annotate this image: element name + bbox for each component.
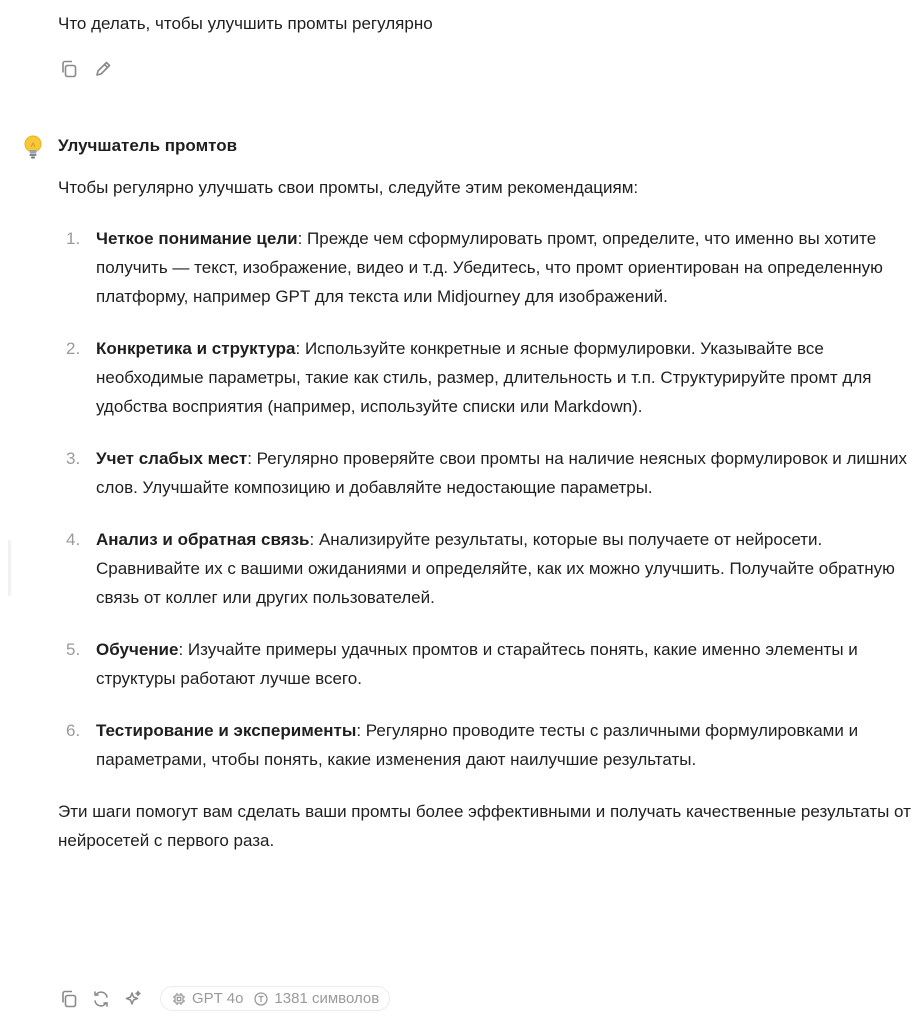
list-item: [58, 444, 914, 502]
list-item: [58, 224, 914, 311]
list-item-number: 6.: [66, 721, 81, 740]
bot-answer: [58, 173, 914, 855]
pencil-icon[interactable]: [92, 58, 114, 80]
answer-intro: Чтобы регулярно улучшать свои промты, следуйте этим рекомендациям:: [58, 178, 639, 197]
model-label: GPT 4o: [192, 990, 244, 1007]
bot-name: Улучшатель промтов: [58, 136, 238, 155]
list-item-text: : Регулярно проводите тесты с различными формулировками и параметрами, чтобы понять, какие изменения дают наилучшие результаты.: [96, 721, 859, 769]
list-item: [58, 334, 914, 421]
copy-icon[interactable]: [58, 988, 80, 1010]
list-item-title: Учет слабых мест: [96, 449, 248, 468]
list-item-title: Обучение: [96, 640, 179, 659]
list-item-number: 5.: [66, 640, 81, 659]
chip-icon: [171, 991, 187, 1007]
list-item-number: 3.: [66, 449, 81, 468]
list-item-title: Тестирование и эксперименты: [96, 721, 357, 740]
lightbulb-icon: [18, 132, 48, 162]
list-item: [58, 716, 914, 774]
model-info: [171, 990, 243, 1007]
symbols-label: 1381 символов: [274, 990, 380, 1007]
list-item-number: 1.: [66, 229, 81, 248]
symbol-count: [253, 990, 379, 1007]
list-item-number: 2.: [66, 339, 81, 358]
list-item-number: 4.: [66, 530, 81, 549]
list-item-text: : Анализируйте результаты, которые вы получаете от нейросети. Сравнивайте их с вашими ожиданиями и определяйте, как их можно улучшить. Получайте обратную связь от коллег или других пользователей.: [96, 530, 895, 607]
refresh-icon[interactable]: [90, 988, 112, 1010]
copy-icon[interactable]: [58, 58, 80, 80]
user-message-actions: [58, 58, 114, 80]
sparkle-icon[interactable]: [122, 988, 144, 1010]
list-item-title: Четкое понимание цели: [96, 229, 298, 248]
message-meta: [160, 986, 390, 1011]
list-item-text: : Прежде чем сформулировать промт, определите, что именно вы хотите получить — текст, изображение, видео и т.д. Убедитесь, что промт ориентирован на определенную платформу, например GPT для текста или Midjourney для изображений.: [96, 229, 883, 306]
list-item: [58, 525, 914, 612]
bot-message-actions: [58, 986, 390, 1011]
list-item-text: : Регулярно проверяйте свои промты на наличие неясных формулировок и лишних слов. Улучшайте композицию и добавляйте недостающие параметры.: [96, 449, 907, 497]
token-icon: [253, 991, 269, 1007]
user-message: Что делать, чтобы улучшить промты регулярно: [58, 14, 433, 33]
list-item-title: Анализ и обратная связь: [96, 530, 310, 549]
scroll-indicator: [8, 540, 11, 596]
list-item-text: : Изучайте примеры удачных промтов и старайтесь понять, какие именно элементы и структуры работают лучше всего.: [96, 640, 858, 688]
answer-outro: Эти шаги помогут вам сделать ваши промты более эффективными и получать качественные результаты от нейросетей с первого раза.: [58, 802, 911, 850]
list-item-text: : Используйте конкретные и ясные формулировки. Указывайте все необходимые параметры, такие как стиль, размер, длительность и т.п. Структурируйте промт для удобства восприятия (например, используйте списки или Markdown).: [96, 339, 872, 416]
list-item: [58, 635, 914, 693]
list-item-title: Конкретика и структура: [96, 339, 296, 358]
recommendation-list: [58, 224, 914, 774]
